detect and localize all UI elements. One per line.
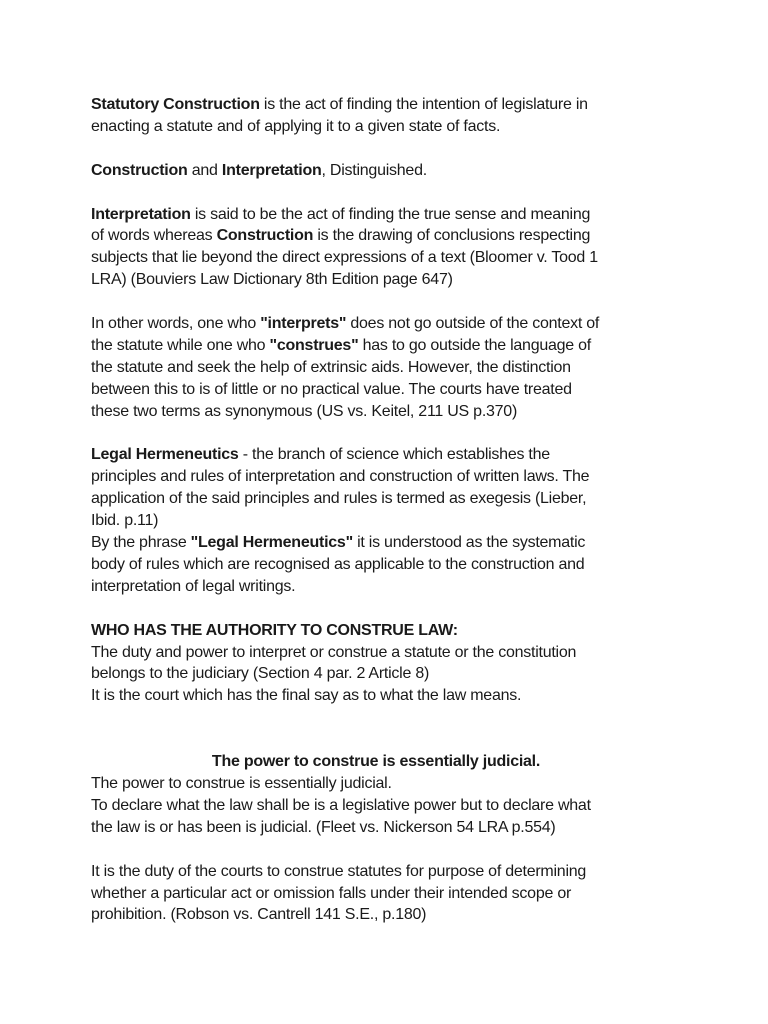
text-run: and (187, 161, 222, 179)
paragraph-legal-hermeneutics (91, 444, 691, 597)
text-line (91, 160, 691, 182)
text-line: principles and rules of interpretation and construction of written laws. The (91, 468, 590, 486)
text-line (91, 335, 691, 357)
paragraph-authority (91, 620, 691, 708)
text-line: subjects that lie beyond the direct expressions of a text (Bloomer v. Tood 1 (91, 249, 598, 267)
text-run: , Distinguished. (321, 161, 427, 179)
text-line (91, 532, 691, 554)
text-line: interpretation of legal writings. (91, 577, 296, 595)
heading-text: The power to construe is essentially judicial. (211, 753, 541, 771)
section-heading (91, 620, 691, 642)
paragraph-duty-of-courts (91, 861, 691, 927)
paragraph-statutory-construction (91, 94, 691, 138)
bold-term: Construction (91, 161, 188, 179)
text-run: it is understood as the systematic (352, 534, 586, 552)
bold-term: "construes" (269, 336, 359, 354)
paragraph-other-words (91, 313, 691, 423)
paragraph-judicial-power (91, 751, 691, 839)
paragraph-distinguished (91, 160, 691, 182)
text-line: the statute and seek the help of extrinsic aids. However, the distinction (91, 358, 571, 376)
bold-term: Legal Hermeneutics (91, 446, 239, 464)
text-run: By the phrase (91, 534, 191, 552)
text-line: these two terms as synonymous (US vs. Keitel, 211 US p.370) (91, 402, 518, 420)
heading-text: WHO HAS THE AUTHORITY TO CONSTRUE LAW: (91, 621, 458, 639)
text-line: To declare what the law shall be is a legislative power but to declare what (91, 796, 591, 814)
text-line (91, 94, 691, 116)
text-line: enacting a statute and of applying it to a given state of facts. (91, 117, 501, 135)
text-line: whether a particular act or omission falls under their intended scope or (91, 884, 572, 902)
text-run: the statute while one who (91, 336, 270, 354)
paragraph-interpretation (91, 204, 691, 292)
text-line: the law is or has been is judicial. (Fleet vs. Nickerson 54 LRA p.554) (91, 818, 556, 836)
text-line: between this to is of little or no practical value. The courts have treated (91, 380, 572, 398)
text-line: application of the said principles and rules is termed as exegesis (Lieber, (91, 490, 587, 508)
text-run: of words whereas (91, 227, 217, 245)
text-line: The duty and power to interpret or construe a statute or the constitution (91, 643, 577, 661)
text-line: Ibid. p.11) (91, 512, 159, 530)
bold-term: Statutory Construction (91, 96, 260, 113)
text-line: It is the court which has the final say as to what the law means. (91, 687, 522, 705)
text-line: LRA) (Bouviers Law Dictionary 8th Edition page 647) (91, 271, 453, 289)
text-run: is said to be the act of finding the true sense and meaning (190, 205, 591, 223)
text-line (91, 225, 691, 247)
text-run: does not go outside of the context of (346, 315, 600, 333)
text-line: The power to construe is essentially judicial. (91, 775, 392, 792)
centered-heading (91, 751, 661, 773)
text-run: - the branch of science which establishes the (238, 446, 550, 464)
text-line: body of rules which are recognised as applicable to the construction and (91, 555, 585, 573)
bold-term: Construction (216, 227, 314, 245)
text-line (91, 444, 691, 466)
document-body (91, 94, 691, 926)
text-run: is the drawing of conclusions respecting (313, 227, 591, 245)
text-line: prohibition. (Robson vs. Cantrell 141 S.E., p.180) (91, 906, 427, 924)
text-line (91, 313, 691, 335)
bold-term: Interpretation (221, 161, 322, 179)
bold-term: Interpretation (91, 205, 191, 223)
text-run: is the act of finding the intention of legislature in (259, 96, 588, 113)
text-run: has to go outside the language of (358, 336, 591, 354)
text-run: In other words, one who (91, 315, 261, 333)
text-line: It is the duty of the courts to construe statutes for purpose of determining (91, 862, 587, 880)
bold-term: "interprets" (260, 315, 347, 333)
text-line (91, 204, 691, 226)
text-line: belongs to the judiciary (Section 4 par. 2 Article 8) (91, 665, 430, 683)
bold-term: "Legal Hermeneutics" (190, 534, 353, 552)
